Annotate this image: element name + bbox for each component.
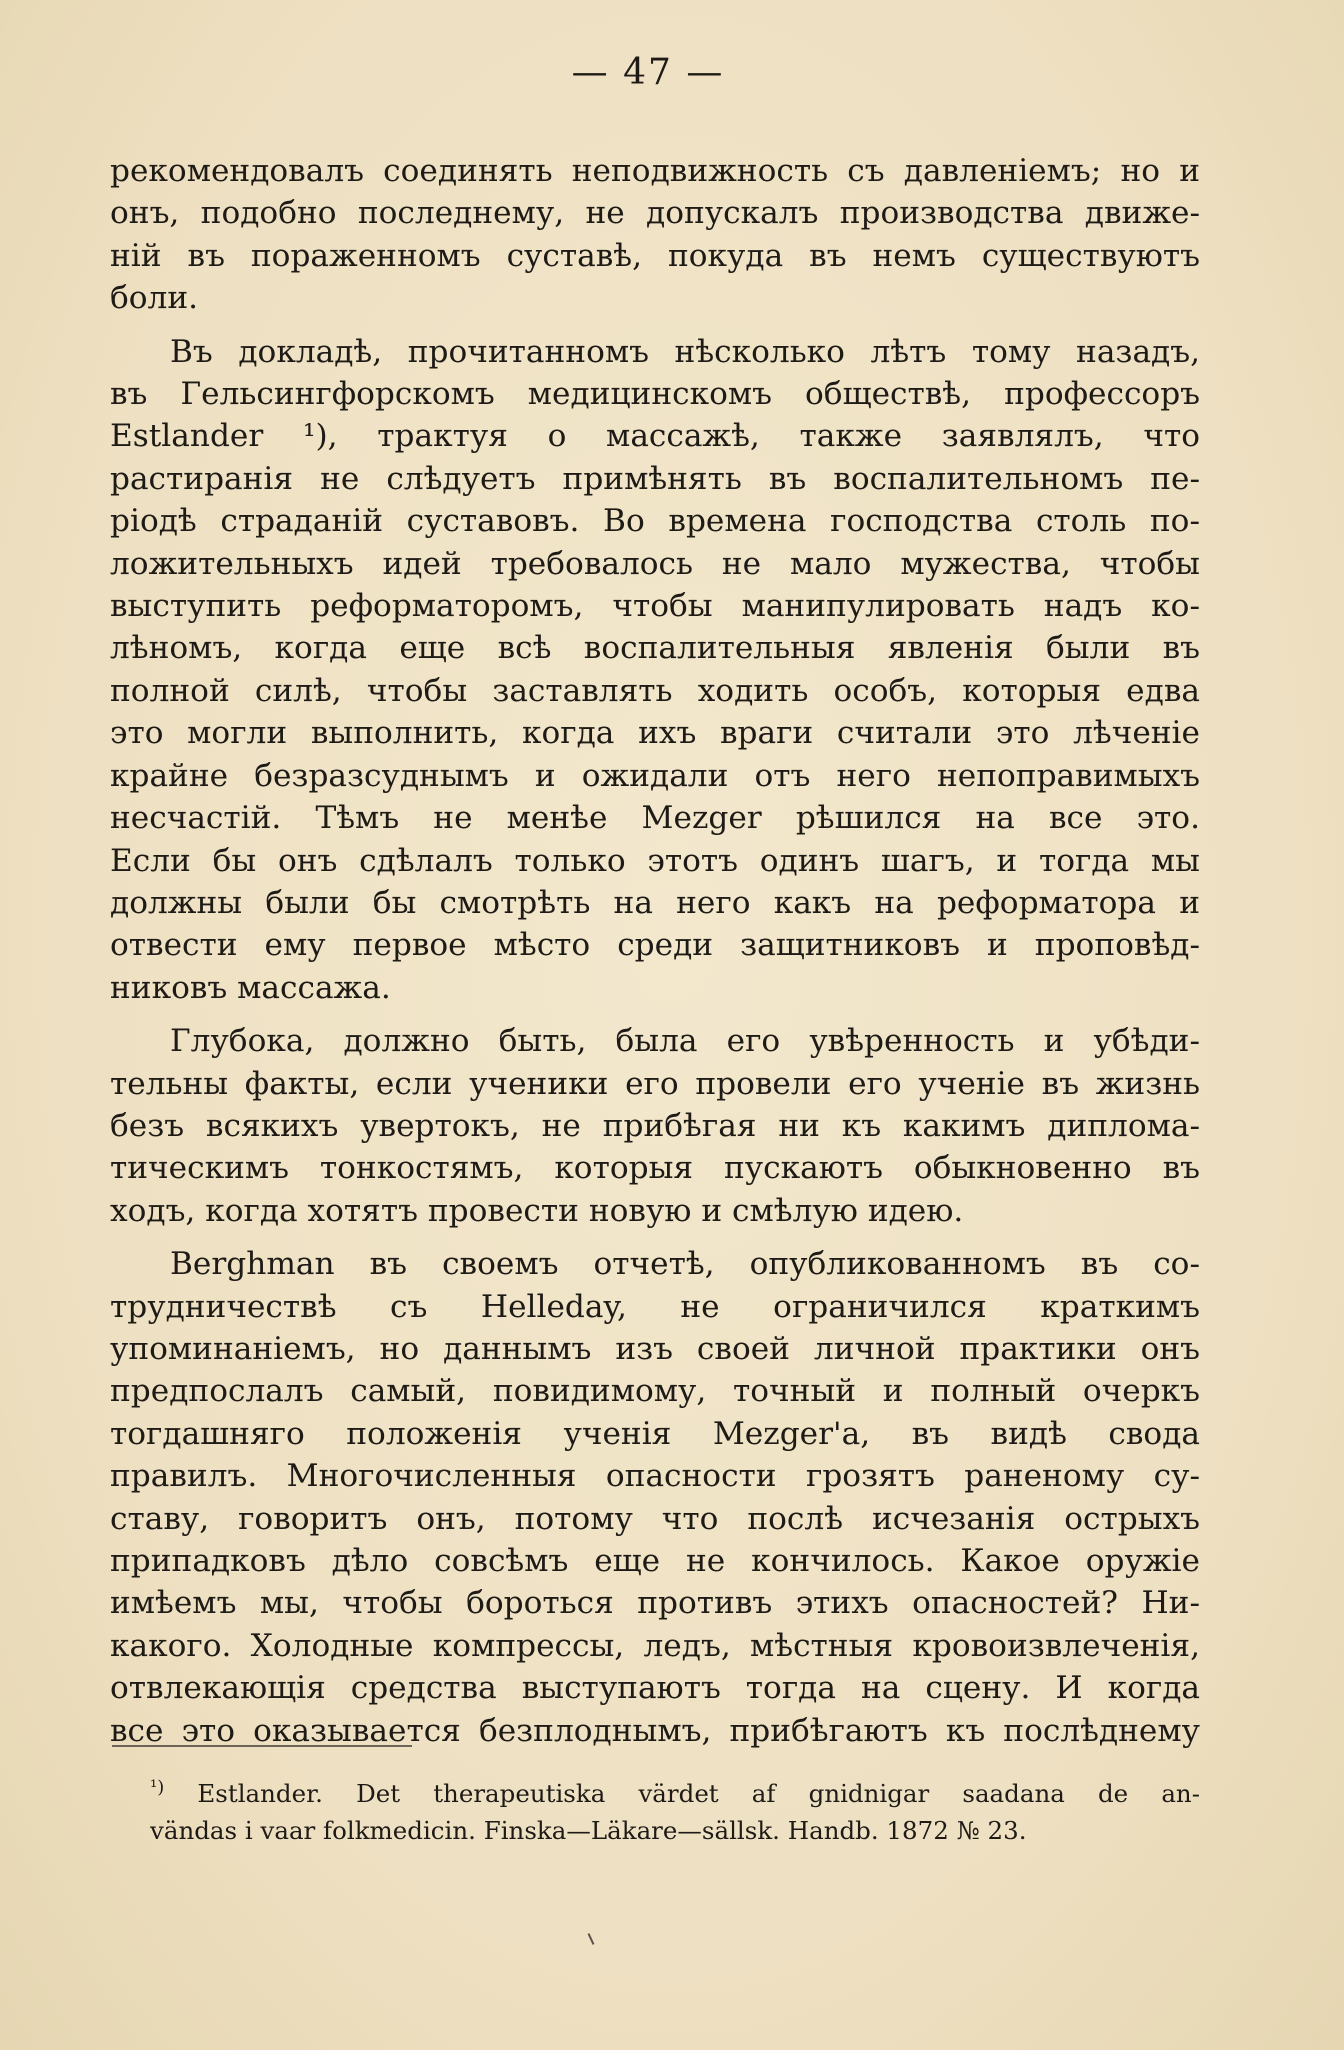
text-line: предпослалъ самый, повидимому, точный и полный очеркъ <box>110 1373 1200 1410</box>
text-line: тическимъ тонкостямъ, которыя пускаютъ обыкновенно въ <box>110 1150 1200 1187</box>
text-line: Estlander ¹), трактуя о массажѣ, также заявлялъ, что <box>110 418 1200 455</box>
text-line: растиранія не слѣдуетъ примѣнять въ воспалительномъ пе- <box>110 460 1200 497</box>
text-line: все это оказывается безплоднымъ, прибѣгаютъ къ послѣднему <box>110 1712 1200 1749</box>
text-line: несчастій. Тѣмъ не менѣе Mezger рѣшился на все это. <box>110 800 1200 837</box>
text-line: полной силѣ, чтобы заставлять ходить особъ, которыя едва <box>110 672 1200 709</box>
text-line: правилъ. Многочисленныя опасности грозятъ раненому су- <box>110 1458 1200 1495</box>
footnote-text-1: Estlander. Det therapeutiska värdet af gnidnigar saadana de an- <box>197 1779 1200 1808</box>
text-line: крайне безразсуднымъ и ожидали отъ него непоправимыхъ <box>110 757 1200 794</box>
text-line: какого. Холодные компрессы, ледъ, мѣстныя кровоизвлеченія, <box>110 1627 1200 1664</box>
footnote-divider <box>112 1745 412 1747</box>
text-line: ставу, говоритъ онъ, потому что послѣ исчезанія острыхъ <box>110 1500 1200 1537</box>
text-line: тогдашняго положенія ученія Mezger'a, въ видѣ свода <box>110 1415 1200 1452</box>
text-line: Въ докладѣ, прочитанномъ нѣсколько лѣтъ тому назадъ, <box>170 333 1200 370</box>
page-number: — 47 — <box>571 52 725 93</box>
text-line: Berghman въ своемъ отчетѣ, опубликованномъ въ со- <box>170 1246 1200 1283</box>
text-line: въ Гельсингфорскомъ медицинскомъ обществѣ, профессоръ <box>110 376 1200 413</box>
text-line: выступить реформаторомъ, чтобы манипулировать надъ ко- <box>110 588 1200 625</box>
text-line: рекомендовалъ соединять неподвижность съ давленіемъ; но и <box>110 153 1200 189</box>
text-line: отвести ему первое мѣсто среди защитниковъ и проповѣд- <box>110 927 1200 964</box>
stray-ink-mark <box>588 1933 595 1945</box>
text-line: должны были бы смотрѣть на него какъ на реформатора и <box>110 884 1200 921</box>
text-line: ріодѣ страданій суставовъ. Во времена господства столь по- <box>110 503 1200 540</box>
text-line: боли. <box>110 280 199 317</box>
body-text <box>110 150 1200 1752</box>
text-line: безъ всякихъ увертокъ, не прибѣгая ни къ какимъ диплома- <box>110 1107 1200 1144</box>
text-line: имѣемъ мы, чтобы бороться противъ этихъ опасностей? Ни- <box>110 1585 1200 1622</box>
text-line: лѣномъ, когда еще всѣ воспалительныя явленія были въ <box>110 630 1200 667</box>
text-line: ходъ, когда хотятъ провести новую и смѣлую идею. <box>110 1192 964 1229</box>
text-line: упоминаніемъ, но даннымъ изъ своей личной практики онъ <box>110 1330 1200 1367</box>
text-line: ложительныхъ идей требовалось не мало мужества, чтобы <box>110 545 1200 582</box>
footnote-marker: ¹) <box>150 1776 165 1798</box>
text-line: отвлекающія средства выступаютъ тогда на сцену. И когда <box>110 1670 1200 1707</box>
text-line: припадковъ дѣло совсѣмъ еще не кончилось. Какое оружіе <box>110 1543 1200 1579</box>
text-line: трудничествѣ съ Helleday, не ограничился краткимъ <box>110 1288 1200 1325</box>
footnote-line: vändas i vaar folkmedicin. Finska—Läkare—sällsk. Handb. 1872 № 23. <box>150 1816 1027 1845</box>
text-line: тельны факты, если ученики его провели его ученіе въ жизнь <box>110 1065 1200 1102</box>
footnote-line <box>150 1775 1200 1812</box>
text-line: онъ, подобно последнему, не допускалъ производства движе- <box>110 195 1200 232</box>
text-line: Глубока, должно быть, была его увѣренность и убѣди- <box>170 1023 1200 1060</box>
footnote <box>150 1775 1200 1849</box>
text-line: никовъ массажа. <box>110 969 391 1006</box>
text-line: ній въ пораженномъ суставѣ, покуда въ немъ существуютъ <box>110 237 1200 274</box>
text-line: Если бы онъ сдѣлалъ только этотъ одинъ шагъ, и тогда мы <box>110 842 1200 879</box>
text-line: это могли выполнить, когда ихъ враги считали это лѣченіе <box>110 715 1200 752</box>
